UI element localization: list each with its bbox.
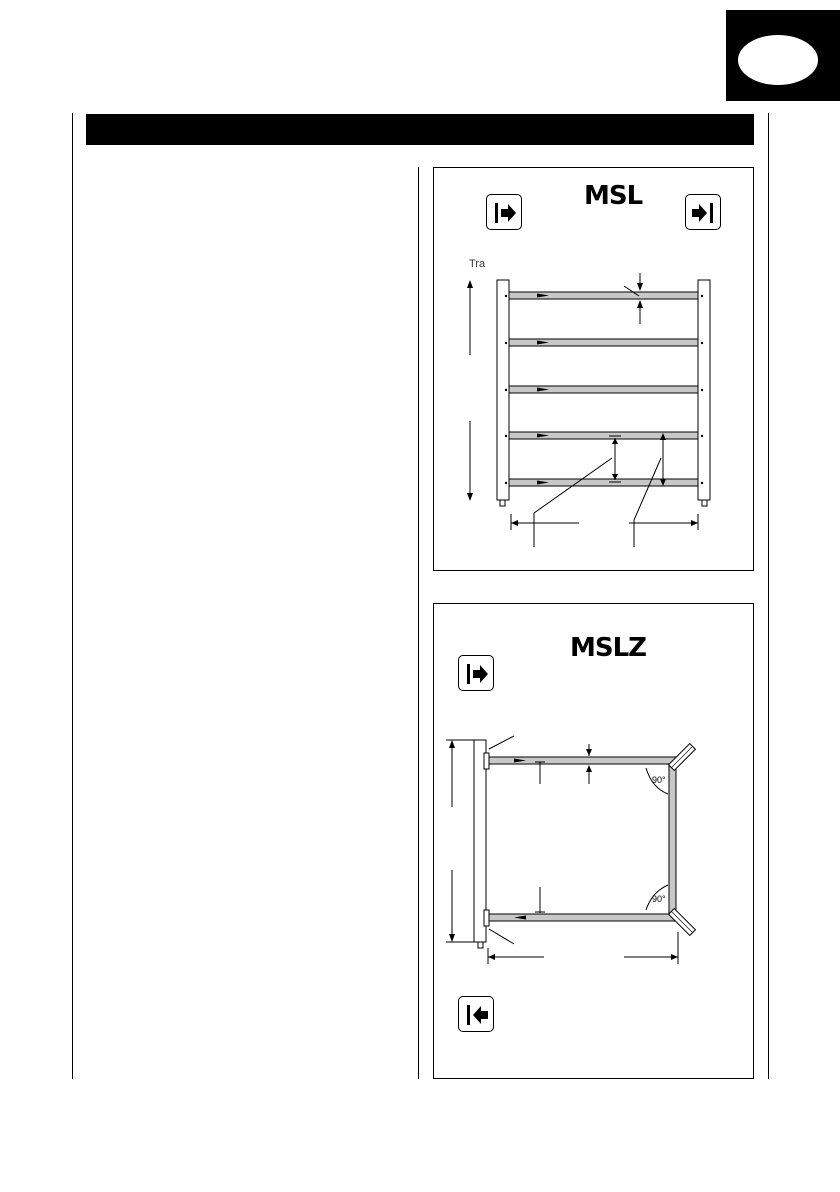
mslz-angle-top: 90° <box>652 775 666 785</box>
mslz-diagram-panel <box>433 603 754 1079</box>
left-column-rule <box>72 113 73 1079</box>
section-header-bar <box>86 114 754 145</box>
msl-rack-drawing <box>434 168 755 572</box>
middle-column-rule <box>418 167 419 1079</box>
msl-diagram-panel <box>433 167 754 571</box>
msl-title: MSL <box>584 181 643 211</box>
mslz-title: MSLZ <box>570 633 647 663</box>
right-column-rule <box>768 113 769 1079</box>
msl-label: Tra <box>469 258 486 270</box>
mslz-angle-bottom: 90° <box>652 894 666 904</box>
language-oval <box>738 35 818 85</box>
mslz-rack-drawing <box>434 604 755 1080</box>
